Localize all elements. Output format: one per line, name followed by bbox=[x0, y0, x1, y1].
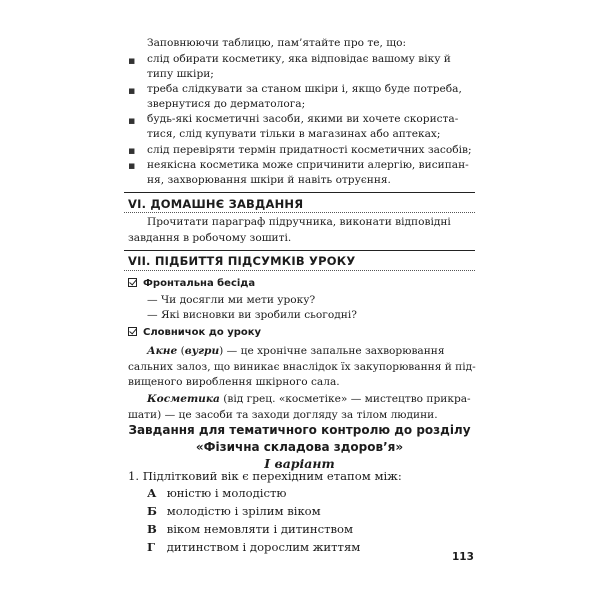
option-letter: Б bbox=[147, 504, 157, 518]
bullet-line: слід перевіряти термін придатності косметичних засобів; bbox=[147, 143, 472, 156]
acne-definition: — це хронічне запальне захворювання bbox=[223, 345, 445, 358]
glossary-label: Словничок до уроку bbox=[143, 327, 262, 339]
glossary-line: сальних залоз, що виникає внаслідок їх закупорювання й під- bbox=[128, 361, 476, 374]
bullet-line: тися, слід купувати тільки в магазинах або аптеках; bbox=[147, 128, 441, 141]
answer-option bbox=[147, 502, 321, 520]
glossary-line: вищеного вироблення шкірного сала. bbox=[128, 376, 340, 389]
bullet-icon: ▪ bbox=[128, 159, 136, 173]
answer-option bbox=[147, 484, 287, 502]
section-6-heading: VI. ДОМАШНЄ ЗАВДАННЯ bbox=[128, 196, 304, 211]
option-text: віком немовляти і дитинством bbox=[166, 522, 354, 536]
cosmetics-term: Косметика bbox=[147, 393, 220, 405]
frontal-discussion-heading bbox=[128, 278, 255, 289]
bullet-icon: ▪ bbox=[128, 53, 136, 67]
cosmetics-definition: (від грец. «косметіке» — мистецтво прикра- bbox=[219, 393, 471, 405]
acne-synonym: вугри bbox=[184, 345, 220, 358]
section-dotted-rule bbox=[124, 212, 475, 213]
bullet-icon: ▪ bbox=[128, 114, 136, 128]
answer-option bbox=[147, 538, 360, 556]
option-text: дитинством і дорослим життям bbox=[166, 540, 361, 554]
frontal-discussion-label: Фронтальна бесіда bbox=[143, 278, 256, 290]
checkbox-checked-icon bbox=[128, 327, 137, 336]
question-line: — Чи досягли ми мети уроку? bbox=[147, 293, 316, 306]
bullet-line: типу шкіри; bbox=[147, 68, 214, 81]
option-text: молодістю і зрілим віком bbox=[166, 504, 321, 518]
bullet-line: неякісна косметика може спричинити алергію, висипан- bbox=[147, 158, 469, 171]
page-number: 113 bbox=[452, 551, 474, 563]
section-rule bbox=[124, 250, 475, 251]
section-7-heading: VII. ПІДБИТТЯ ПІДСУМКІВ УРОКУ bbox=[128, 254, 356, 269]
glossary-acne-line: Акне (вугри) — це хронічне запальне захворювання bbox=[147, 345, 445, 358]
bullet-line: ня, захворювання шкіри й навіть отруєння. bbox=[147, 173, 391, 186]
bullet-line: треба слідкувати за станом шкіри і, якщо буде потреба, bbox=[147, 83, 462, 96]
bullet-line: будь-які косметичні засоби, якими ви хочете скориста- bbox=[147, 113, 459, 126]
section-6-text: Прочитати параграф підручника, виконати відповідні bbox=[147, 216, 451, 229]
option-letter: Г bbox=[147, 540, 156, 554]
section-6-text: завдання в робочому зошиті. bbox=[128, 232, 292, 245]
checkbox-checked-icon bbox=[128, 278, 137, 287]
section-rule bbox=[124, 192, 475, 193]
bullet-icon: ▪ bbox=[128, 144, 136, 158]
glossary-cosmetics-line bbox=[147, 392, 471, 407]
variant-heading: I варіант bbox=[264, 456, 335, 471]
option-letter: В bbox=[147, 522, 157, 536]
option-text: юністю і молодістю bbox=[166, 486, 287, 500]
answer-option bbox=[147, 520, 353, 538]
glossary-heading bbox=[128, 327, 261, 338]
bullet-line: звернутися до дерматолога; bbox=[147, 98, 306, 111]
bullet-icon: ▪ bbox=[128, 83, 136, 97]
glossary-line: шати) — це засоби та заходи догляду за тілом людини. bbox=[128, 409, 438, 421]
intro-lead: Заповнюючи таблицю, пам’ятайте про те, що: bbox=[147, 37, 407, 49]
control-title-line-2: «Фізична складова здоров’я» bbox=[195, 440, 404, 454]
section-dotted-rule bbox=[124, 270, 475, 271]
question-1: 1. Підлітковий вік є перехідним етапом між: bbox=[128, 469, 402, 483]
control-title-line-1: Завдання для тематичного контролю до розділу bbox=[128, 423, 471, 437]
bullet-line: слід обирати косметику, яка відповідає вашому віку й bbox=[147, 53, 451, 65]
question-line: — Які висновки ви зробили сьогодні? bbox=[147, 308, 357, 321]
acne-term: Акне bbox=[147, 345, 178, 358]
option-letter: А bbox=[147, 486, 157, 500]
